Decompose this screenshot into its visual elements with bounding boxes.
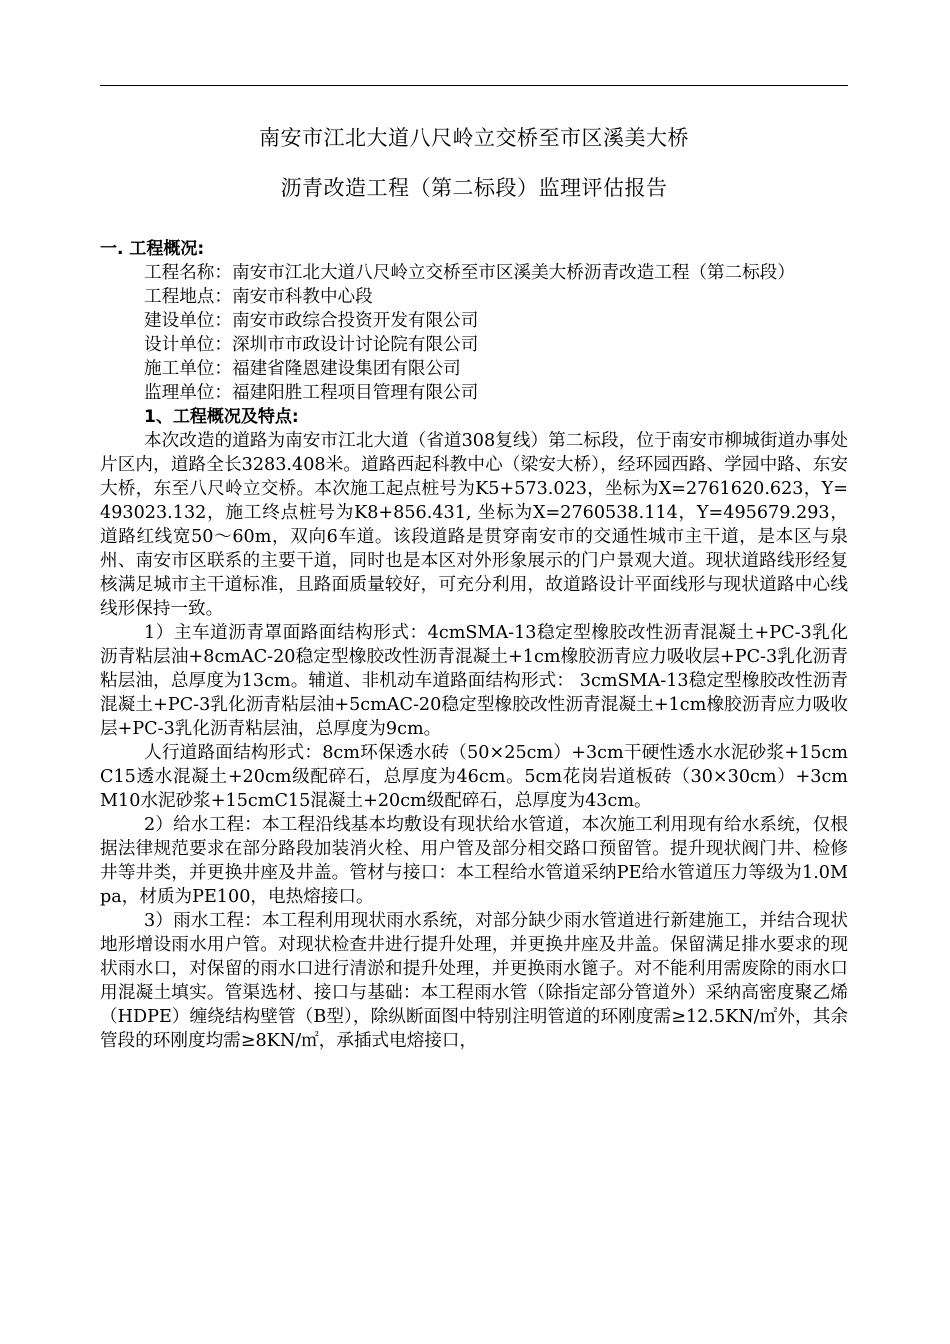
construction-unit: 施工单位：福建省隆恩建设集团有限公司 [144, 359, 461, 379]
paragraph-road-structure: 1）主车道沥青罩面路面结构形式：4cmSMA-13稳定型橡胶改性沥青混凝土+PC-3乳化沥青粘层油+8cmAC-20稳定型橡胶改性沥青混凝土+1cm橡胶沥青应力吸收层+PC-3乳化沥青粘层油，总厚度为13cm。辅道、非机动车道路面结构形式： 3cmSMA-13稳定型橡胶改性沥青混凝土+PC-3乳化沥青粘层油+5cmAC-20稳定型橡胶改性沥青混凝土+1cm橡胶沥青应力吸收层+PC-3乳化沥青粘层油，总厚度为9cm。 [100, 623, 848, 739]
paragraph-rainwater: 3）雨水工程：本工程利用现状雨水系统，对部分缺少雨水管道进行新建施工，并结合现状地形增设雨水用户管。对现状检查井进行提升处理，并更换井座及井盖。保留满足排水要求的现状雨水口，对保留的雨水口进行清淤和提升处理，并更换雨水篦子。对不能利用需废除的雨水口用混凝土填实。管渠选材、接口与基础：本工程雨水管（除指定部分管道外）采纳高密度聚乙烯（HDPE）缠绕结构壁管（B型），除纵断面图中特别注明管道的环刚度需≥12.5KN/㎡外，其余管段的环刚度均需≥8KN/㎡，承插式电熔接口， [100, 911, 848, 1051]
paragraph-water-supply: 2）给水工程：本工程沿线基本均敷设有现状给水管道，本次施工利用现有给水系统，仅根据法律规范要求在部分路段加装消火栓、用户管及部分相交路口预留管。提升现状阀门井、检修井等井类，并更换井座及井盖。管材与接口：本工程给水管道采纳PE给水管道压力等级为1.0Mpa，材质为PE100，电热熔接口。 [100, 815, 848, 907]
design-unit: 设计单位：深圳市市政设计讨论院有限公司 [144, 335, 479, 355]
header-rule [100, 85, 848, 86]
sub-heading: 1、工程概况及特点: [144, 407, 299, 427]
section-heading: 一. 工程概况: [100, 239, 205, 259]
document-title-line-2: 沥青改造工程（第二标段）监理评估报告 [280, 176, 668, 200]
project-name: 工程名称：南安市江北大道八尺岭立交桥至市区溪美大桥沥青改造工程（第二标段） [144, 263, 795, 283]
supervision-unit: 监理单位：福建阳胜工程项目管理有限公司 [144, 383, 479, 403]
document-title-line-1: 南安市江北大道八尺岭立交桥至市区溪美大桥 [259, 126, 689, 150]
project-location: 工程地点：南安市科教中心段 [144, 287, 373, 307]
paragraph-sidewalk-structure: 人行道路面结构形式：8cm环保透水砖（50×25cm）+3cm干硬性透水水泥砂浆+15cmC15透水混凝土+20cm级配碎石，总厚度为46cm。5cm花岗岩道板砖（30×30cm）+3cm M10水泥砂浆+15cmC15混凝土+20cm级配碎石，总厚度为43cm。 [100, 743, 848, 811]
paragraph-overview: 本次改造的道路为南安市江北大道（省道308复线）第二标段，位于南安市柳城街道办事处片区内，道路全长3283.408米。道路西起科教中心（梁安大桥），经环园西路、学园中路、东安大桥，东至八尺岭立交桥。本次施工起点桩号为K5+573.023，坐标为X=2761620.623，Y=493023.132，施工终点桩号为K8+856.431, 坐标为X=2760538.114，Y=495679.293，道路红线宽50～60m，双向6车道。该段道路是贯穿南安市的交通性城市主干道，是本区与泉州、南安市区联系的主要干道，同时也是本区对外形象展示的门户景观大道。现状道路线形经复核满足城市主干道标准，且路面质量较好，可充分利用，故道路设计平面线形与现状道路中心线线形保持一致。 [100, 431, 848, 619]
document-body [100, 237, 848, 1053]
builder-unit: 建设单位：南安市政综合投资开发有限公司 [144, 311, 479, 331]
